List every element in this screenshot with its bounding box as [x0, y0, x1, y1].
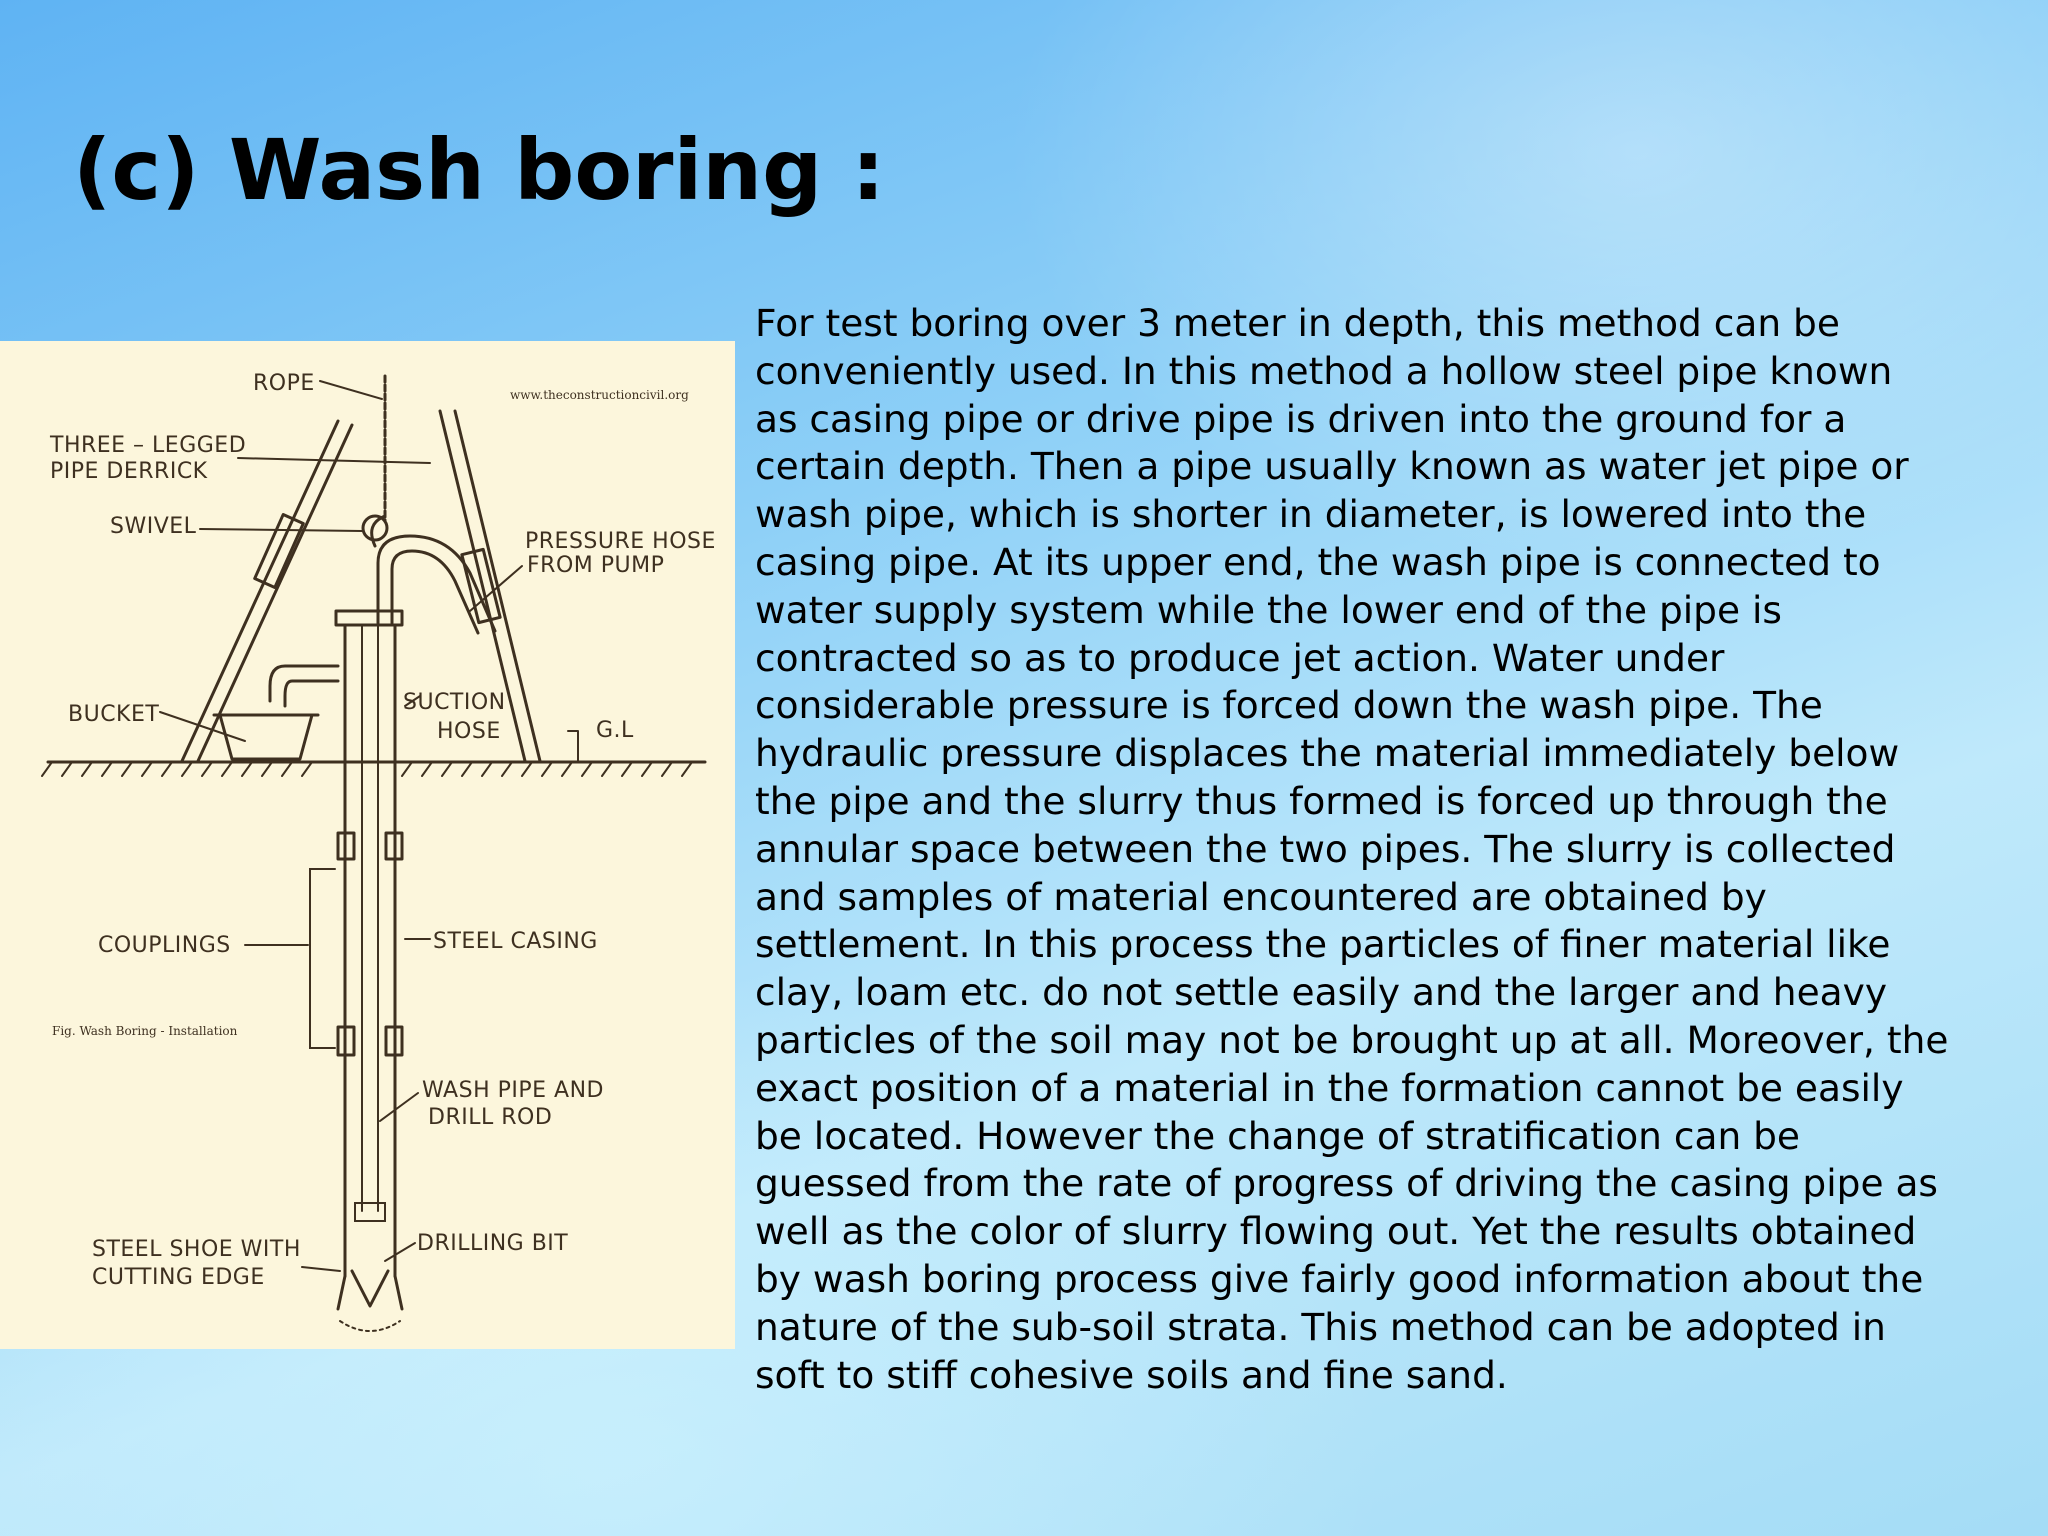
label-drilling-bit: DRILLING BIT — [417, 1231, 569, 1256]
body-line: settlement. In this process the particles of finer material like — [755, 922, 1891, 967]
label-swivel: SWIVEL — [110, 514, 197, 539]
body-line: certain depth. Then a pipe usually known as water jet pipe or — [755, 444, 1909, 489]
wash-pipe — [355, 625, 385, 1221]
label-bucket: BUCKET — [68, 702, 160, 727]
body-line: the pipe and the slurry thus formed is forced up through the — [755, 778, 1888, 823]
label-ground-level: G.L — [596, 718, 634, 743]
label-derrick-line2: PIPE DERRICK — [50, 459, 208, 484]
body-line: and samples of material encountered are obtained by — [755, 874, 1767, 919]
label-pressure-hose-line2: FROM PUMP — [527, 553, 665, 578]
body-line: soft to stiff cohesive soils and fine sand. — [755, 1352, 1508, 1397]
body-line: well as the color of slurry flowing out. Yet the results obtained — [755, 1209, 1917, 1254]
label-wash-pipe-line2: DRILL ROD — [428, 1105, 553, 1130]
label-couplings: COUPLINGS — [98, 933, 231, 958]
label-steel-shoe-line2: CUTTING EDGE — [92, 1265, 265, 1290]
label-wash-pipe-line1: WASH PIPE AND — [422, 1078, 604, 1103]
body-line: water supply system while the lower end of the pipe is — [755, 587, 1782, 632]
coupling-bracket — [310, 869, 335, 1048]
body-line: casing pipe. At its upper end, the wash pipe is connected to — [755, 539, 1881, 584]
body-line: guessed from the rate of progress of driving the casing pipe as — [755, 1161, 1938, 1206]
wash-boring-diagram — [0, 341, 735, 1349]
body-line: conveniently used. In this method a hollow steel pipe known — [755, 348, 1893, 393]
label-rope: ROPE — [253, 371, 315, 396]
body-line: hydraulic pressure displaces the material immediately below — [755, 731, 1900, 776]
body-line: annular space between the two pipes. The slurry is collected — [755, 826, 1896, 871]
figure-caption: Fig. Wash Boring - Installation — [52, 1024, 238, 1038]
label-leaders — [160, 381, 522, 1271]
body-line: be located. However the change of stratification can be — [755, 1113, 1801, 1158]
body-line: clay, loam etc. do not settle easily and the larger and heavy — [755, 970, 1888, 1015]
steel-casing — [338, 625, 402, 1276]
figure-website: www.theconstructioncivil.org — [510, 388, 689, 402]
bucket — [214, 715, 318, 759]
label-pressure-hose-line1: PRESSURE HOSE — [525, 529, 716, 554]
label-suction-hose-line1: SUCTION — [403, 690, 506, 715]
body-line: as casing pipe or drive pipe is driven into the ground for a — [755, 396, 1847, 441]
body-line: wash pipe, which is shorter in diameter, is lowered into the — [755, 492, 1867, 537]
label-steel-shoe-line1: STEEL SHOE WITH — [92, 1237, 301, 1262]
label-suction-hose-line2: HOSE — [437, 719, 501, 744]
suction-hose — [270, 666, 338, 706]
body-line: nature of the sub-soil strata. This method can be adopted in — [755, 1304, 1886, 1349]
body-line: exact position of a material in the formation cannot be easily — [755, 1065, 1904, 1110]
label-steel-casing: STEEL CASING — [433, 929, 598, 954]
body-line: particles of the soil may not be brought up at all. Moreover, the — [755, 1017, 1949, 1062]
ground-surface — [42, 762, 705, 776]
body-line: considerable pressure is forced down the wash pipe. The — [755, 683, 1823, 728]
wash-boring-illustration — [0, 341, 735, 1349]
body-line: by wash boring process give fairly good information about the — [755, 1256, 1924, 1301]
body-paragraph — [755, 300, 2040, 1399]
slide-title: (c) Wash boring : — [73, 121, 886, 219]
body-line: For test boring over 3 meter in depth, this method can be — [755, 301, 1840, 345]
cutting-shoe-and-drill-bit — [338, 1271, 402, 1331]
body-line: contracted so as to produce jet action. Water under — [755, 635, 1725, 680]
label-derrick-line1: THREE – LEGGED — [50, 433, 247, 458]
